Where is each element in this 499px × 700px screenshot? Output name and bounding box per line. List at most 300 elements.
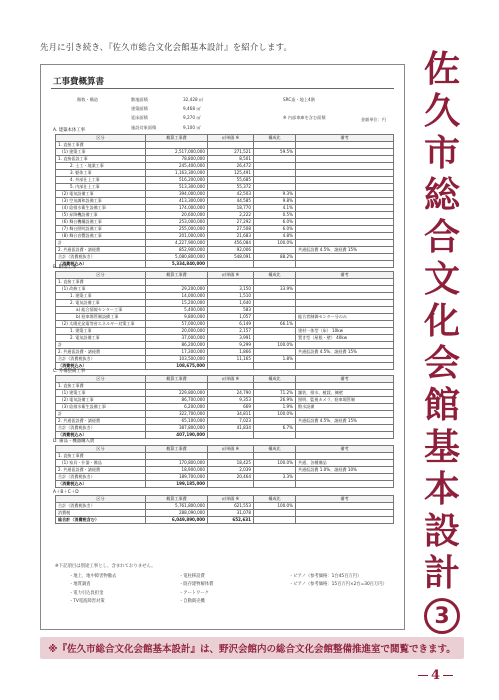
section-title: A＋B＋C＋D [53, 489, 79, 495]
side-title [420, 48, 464, 634]
table-cell: 6.0% [254, 218, 296, 225]
table-cell: 9,353 [208, 396, 254, 403]
table-cell [208, 382, 254, 389]
table-cell: 総合者制御センター分のみ [296, 313, 394, 320]
table-cell [296, 148, 394, 155]
table-row [56, 320, 394, 327]
table-cell [146, 278, 208, 285]
section-title: A. 建築本体工事 [53, 128, 86, 133]
column-header: ㎡単価 ※ [208, 496, 254, 503]
table-row [56, 306, 394, 313]
table-cell [296, 204, 394, 211]
table-cell: 2. 電気設備工事 [56, 334, 146, 341]
column-header: 構成比 [254, 134, 296, 141]
table-row [56, 204, 394, 211]
table-cell: 548,091 [208, 253, 254, 260]
table-cell [254, 334, 296, 341]
table-cell: 建材一体型（床） 10kw [296, 327, 394, 334]
table-cell [254, 382, 296, 389]
table-row [56, 197, 394, 204]
table-cell [296, 452, 394, 459]
table-row [56, 169, 394, 176]
table-cell: 33.9% [254, 285, 296, 292]
table-cell: 6,149 [208, 320, 254, 327]
table-cell: 34,811 [208, 410, 254, 417]
excluded-item: ・地質調査 [69, 582, 91, 588]
table-cell: 189,700,000 [146, 473, 208, 480]
table-cell [296, 503, 394, 510]
table-cell [296, 320, 394, 327]
table-cell: 18,900,000 [146, 466, 208, 473]
table-cell: (6) 舞台機構設備工事 [56, 218, 146, 225]
table-cell: 合計（消費税抜き） [56, 355, 146, 362]
table-cell: 513,300,000 [146, 183, 208, 190]
table-cell: 2,157 [208, 327, 254, 334]
table-row [56, 225, 394, 232]
table-row [56, 417, 394, 424]
table-cell [296, 260, 394, 267]
table-cell: 0.5% [254, 211, 296, 218]
table-cell: 88.2% [254, 253, 296, 260]
table-row [56, 148, 394, 155]
table-row [56, 403, 394, 410]
table-cell: 18,425 [208, 459, 254, 466]
table-cell [254, 278, 296, 285]
table-cell [254, 517, 296, 524]
table-row [56, 410, 394, 417]
table-cell: (2) 電気設備工事 [56, 190, 146, 197]
summary-key: 階数・構造 [77, 97, 98, 102]
table-cell: a) 総合情報センター工事 [56, 306, 146, 313]
table-cell: 計 [56, 410, 146, 417]
table-cell: 4,227,900,000 [146, 239, 208, 246]
table-cell: 20,464 [208, 473, 254, 480]
column-header: ㎡単価 ※ [208, 134, 254, 141]
table-cell: 3. 躯体工事 [56, 169, 146, 176]
table-cell: 6.0% [254, 225, 296, 232]
column-header: 区分 [56, 375, 146, 382]
table-cell [254, 141, 296, 148]
table-cell: 125,491 [208, 169, 254, 176]
summary-row [77, 123, 326, 132]
table-cell [208, 480, 254, 487]
table-cell: 3.3% [254, 473, 296, 480]
table-cell: 170,800,000 [146, 459, 208, 466]
summary-key [77, 123, 131, 132]
table-cell: 394,000,000 [146, 190, 208, 197]
summary-row [77, 113, 326, 122]
table-row [56, 517, 394, 524]
table-row [56, 348, 394, 355]
table-cell: 5,761,800,000 [146, 503, 208, 510]
table-row [56, 503, 394, 510]
column-header: 備考 [296, 134, 394, 141]
cost-table [55, 495, 394, 524]
table-cell: 17,300,000 [146, 348, 208, 355]
table-cell: (1) 改修工事 [56, 285, 146, 292]
table-cell: 201,000,000 [146, 232, 208, 239]
table-cell: 2. 共通仮設費・諸経費 [56, 466, 146, 473]
table-cell: 計 [56, 341, 146, 348]
table-cell [296, 285, 394, 292]
table-cell [254, 417, 296, 424]
table-cell: 1. 直接工事費 [56, 452, 146, 459]
table-cell [146, 452, 208, 459]
table-row [56, 176, 394, 183]
table-cell: 407,190,000 [146, 431, 208, 438]
table-header-row [56, 271, 394, 278]
table-row [56, 218, 394, 225]
table-cell: 4. 外部仕上工事 [56, 176, 146, 183]
table-cell [254, 452, 296, 459]
table-cell: 2,517,000,000 [146, 148, 208, 155]
table-row [56, 459, 394, 466]
section-title: C. 外構整備工事 [53, 369, 86, 375]
side-title-char: 会 [423, 342, 460, 384]
table-cell: 21,683 [208, 232, 254, 239]
table-cell: 29,200,000 [146, 285, 208, 292]
table-cell: 合計（消費税抜き） [56, 503, 146, 510]
table-cell: 26,472 [208, 162, 254, 169]
table-cell: 322,700,000 [146, 410, 208, 417]
table-cell [146, 141, 208, 148]
column-header: ㎡単価 ※ [208, 445, 254, 452]
table-cell: （消費税込み） [56, 480, 146, 487]
table-cell [254, 183, 296, 190]
table-cell [254, 327, 296, 334]
title-divider [51, 88, 394, 89]
side-title-char: 市 [423, 132, 460, 174]
table-cell: 9,800,000 [146, 313, 208, 320]
summary-key [77, 113, 131, 122]
side-title-char: 総 [423, 174, 460, 216]
table-cell: b) 駐車場管制設備工事 [56, 313, 146, 320]
table-cell [296, 355, 394, 362]
side-title-char: 化 [423, 300, 460, 342]
table-cell: (2) 太陽光発電等省エネルギー対策工事 [56, 320, 146, 327]
table-cell [296, 253, 394, 260]
dash-right [443, 675, 453, 677]
table-cell: 100.0% [254, 341, 296, 348]
cost-table [55, 375, 394, 439]
table-cell: 2,222 [208, 211, 254, 218]
table-cell: 合計（消費税抜き） [56, 253, 146, 260]
side-title-char: 計 [423, 552, 460, 594]
table-cell: 5,334,840,000 [146, 260, 208, 267]
table-cell [296, 169, 394, 176]
table-cell [296, 410, 394, 417]
table-cell [254, 299, 296, 306]
table-cell: (1) 建築工事 [56, 389, 146, 396]
table-header-row [56, 134, 394, 141]
side-title-char: 佐 [423, 48, 460, 90]
table-cell: 255,000,000 [146, 225, 208, 232]
column-header: 概算工事費 [146, 445, 208, 452]
table-cell: (2) 電気設備工事 [56, 396, 146, 403]
table-cell: 7,023 [208, 417, 254, 424]
box-title: 工事費概算書 [53, 77, 105, 87]
table-row [56, 190, 394, 197]
cost-table [55, 271, 394, 370]
table-cell: 57,000,000 [146, 320, 208, 327]
column-header: 構成比 [254, 375, 296, 382]
table-cell: 2,039 [208, 466, 254, 473]
table-cell: 669 [208, 403, 254, 410]
table-cell: 9.3% [254, 190, 296, 197]
table-row [56, 452, 394, 459]
table-cell [208, 452, 254, 459]
table-cell: 78,800,000 [146, 155, 208, 162]
table-cell: 199,185,000 [146, 480, 208, 487]
column-header: 概算工事費 [146, 375, 208, 382]
table-cell [254, 431, 296, 438]
summary-label: 延床面積 [131, 115, 148, 121]
dash-left [418, 675, 428, 677]
table-row [56, 480, 394, 487]
table-cell: 6,200,000 [146, 403, 208, 410]
table-cell: (4) 給排水衛生設備工事 [56, 204, 146, 211]
table-row [56, 313, 394, 320]
table-row [56, 431, 394, 438]
table-cell: (1) 家具・什器・備品 [56, 459, 146, 466]
table-cell: （消費税込み） [56, 362, 146, 369]
table-cell [296, 299, 394, 306]
table-cell: 4.1% [254, 204, 296, 211]
table-cell: 27,292 [208, 218, 254, 225]
table-cell: 1. 建築工事 [56, 292, 146, 299]
table-cell: 41,834 [208, 424, 254, 431]
column-header: ㎡単価 ※ [208, 271, 254, 278]
table-cell: 9,299 [208, 341, 254, 348]
excluded-item: ・アートワーク [179, 590, 209, 596]
table-cell: 11,165 [208, 355, 254, 362]
table-cell: 共通仮設費 4.5%、諸経費 15% [296, 348, 394, 355]
excluded-item: ・ピアノ（参考価格：1台45百万円） [289, 574, 362, 579]
excluded-item: ・電柱移設費 [179, 574, 205, 579]
table-cell: 20,600,000 [146, 211, 208, 218]
table-cell [296, 292, 394, 299]
table-row [56, 253, 394, 260]
side-title-char: 館 [423, 384, 460, 426]
table-cell: 1,163,300,000 [146, 169, 208, 176]
table-cell: 合計（消費税抜き） [56, 473, 146, 480]
cost-table [55, 445, 394, 488]
table-row [56, 292, 394, 299]
side-title-char: 文 [423, 258, 460, 300]
table-cell: (5) 昇降機設備工事 [56, 211, 146, 218]
excluded-item: ・ピアノ（参考価格：15百万円×2台=30百万円） [289, 582, 387, 588]
table-cell: 387,800,000 [146, 424, 208, 431]
column-header: 区分 [56, 496, 146, 503]
table-cell: 26.9% [254, 396, 296, 403]
table-cell: 1. 建築工事 [56, 327, 146, 334]
table-cell [254, 362, 296, 369]
table-cell [296, 183, 394, 190]
table-cell [254, 466, 296, 473]
table-cell: 2. 共通仮設費・諸経費 [56, 417, 146, 424]
summary-value: 32,428 ㎡ [183, 97, 204, 102]
table-cell: 86,700,000 [146, 396, 208, 403]
table-header-row [56, 375, 394, 382]
table-cell [296, 424, 394, 431]
table-cell: 456,084 [208, 239, 254, 246]
table-cell [296, 211, 394, 218]
table-cell [296, 141, 394, 148]
side-title-char: 久 [423, 90, 460, 132]
table-cell: 9.8% [254, 197, 296, 204]
table-row [56, 466, 394, 473]
table-cell: 100.0% [254, 410, 296, 417]
summary-label: 敷地面積 [131, 97, 148, 102]
table-cell: 消費税 [56, 510, 146, 517]
table-row [56, 239, 394, 246]
table-cell: 71.2% [254, 389, 296, 396]
table-cell: 置き型（屋根・壁） 40kw [296, 334, 394, 341]
table-cell: 55,372 [208, 183, 254, 190]
table-cell: 20,000,000 [146, 327, 208, 334]
table-cell: 4.8% [254, 232, 296, 239]
table-cell [296, 341, 394, 348]
table-cell [296, 225, 394, 232]
table-header-row [56, 445, 394, 452]
table-row [56, 396, 394, 403]
table-cell: 37,000,000 [146, 334, 208, 341]
excluded-item [289, 598, 389, 606]
column-header: 構成比 [254, 496, 296, 503]
table-cell: (7) 舞台照明設備工事 [56, 225, 146, 232]
table-row [56, 362, 394, 369]
excluded-item: ・地上、地中障害物撤去 [69, 574, 117, 579]
table-row [56, 211, 394, 218]
table-cell [208, 141, 254, 148]
table-cell: (8) 舞台音響設備工事 [56, 232, 146, 239]
table-cell: 100.0% [254, 503, 296, 510]
table-row [56, 183, 394, 190]
reading-room-banner: ※『佐久市総合文化会館基本設計』は、野沢会館内の総合文化会館整備推進室で閲覧できます。 [40, 637, 464, 659]
table-row [56, 141, 394, 148]
table-cell: 42,503 [208, 190, 254, 197]
side-title-char: 本 [423, 468, 460, 510]
table-cell [296, 382, 394, 389]
table-cell [254, 510, 296, 517]
table-row [56, 327, 394, 334]
table-row [56, 341, 394, 348]
table-cell [254, 169, 296, 176]
table-cell: 共通仮設費 4.5%、諸経費 15% [296, 246, 394, 253]
table-cell: (3) 給排水衛生設備工事 [56, 403, 146, 410]
column-header: 概算工事費 [146, 496, 208, 503]
table-cell [296, 155, 394, 162]
table-row [56, 299, 394, 306]
table-row [56, 510, 394, 517]
table-cell [254, 313, 296, 320]
table-cell [254, 162, 296, 169]
table-cell: 100.0% [254, 239, 296, 246]
table-cell: 24,790 [208, 389, 254, 396]
summary-note: ※ 内部車庫を含む面積 [283, 115, 326, 121]
side-title-char: 設 [423, 510, 460, 552]
table-row [56, 232, 394, 239]
table-cell: 253,000,000 [146, 218, 208, 225]
table-cell: 1.9% [254, 403, 296, 410]
table-cell: 621,553 [208, 503, 254, 510]
table-cell [296, 306, 394, 313]
table-cell: 5. 内部仕上工事 [56, 183, 146, 190]
column-header: 備考 [296, 445, 394, 452]
table-cell: 2. 共通仮設費・諸経費 [56, 246, 146, 253]
table-cell: (1) 建築工事 [56, 148, 146, 155]
intro-text: 先月に引き続き、『佐久市総合文化会館基本設計』を紹介します。 [40, 42, 293, 52]
table-row [56, 389, 394, 396]
table-cell [254, 155, 296, 162]
table-cell: （消費税込み） [56, 260, 146, 267]
table-cell: 1. 直接仮設工事 [56, 155, 146, 162]
table-cell [296, 239, 394, 246]
summary-value: 9,100 ㎡ [183, 124, 201, 130]
table-cell: 1. 直接工事費 [56, 382, 146, 389]
table-cell: 6.7% [254, 424, 296, 431]
table-cell: 27,508 [208, 225, 254, 232]
column-header: ㎡単価 ※ [208, 375, 254, 382]
table-cell: 174,000,000 [146, 204, 208, 211]
table-cell [296, 431, 394, 438]
table-cell: 103,500,000 [146, 355, 208, 362]
column-header: 区分 [56, 271, 146, 278]
table-cell: 108,675,000 [146, 362, 208, 369]
table-cell: 共通仮設費 1.0%、諸経費 10% [296, 466, 394, 473]
table-cell [296, 197, 394, 204]
table-cell: 1.8% [254, 355, 296, 362]
table-row [56, 473, 394, 480]
table-cell [254, 348, 296, 355]
table-row [56, 260, 394, 267]
excluded-item: ・TV電波障害対策 [69, 599, 105, 605]
table-row [56, 246, 394, 253]
table-cell: 288,090,000 [146, 510, 208, 517]
table-cell: 2. 共通仮設費・諸経費 [56, 348, 146, 355]
table-cell: 8,501 [208, 155, 254, 162]
table-cell: 5,080,800,000 [146, 253, 208, 260]
column-header: 概算工事費 [146, 134, 208, 141]
table-cell: 18,770 [208, 204, 254, 211]
table-cell [296, 190, 394, 197]
table-cell: 100.0% [254, 459, 296, 466]
column-header: 区分 [56, 134, 146, 141]
table-cell: 1. 直接工事費 [56, 141, 146, 148]
table-cell: 271,521 [208, 148, 254, 155]
table-cell: 229,800,000 [146, 389, 208, 396]
table-cell: 6,049,890,000 [146, 517, 208, 524]
table-cell [296, 162, 394, 169]
table-cell [296, 218, 394, 225]
summary-row [77, 104, 326, 113]
summary-row [77, 95, 326, 104]
table-row [56, 162, 394, 169]
excluded-item: ・既存建物解体費 [179, 582, 214, 588]
table-row [56, 334, 394, 341]
summary-label: 施設対象面積 [131, 124, 157, 130]
table-cell [296, 517, 394, 524]
side-title-char: 合 [423, 216, 460, 258]
summary-label: 建築面積 [131, 106, 148, 112]
column-header: 備考 [296, 271, 394, 278]
table-cell: 44,585 [208, 197, 254, 204]
table-cell [296, 278, 394, 285]
table-cell: 5,400,000 [146, 306, 208, 313]
page-number [415, 668, 456, 683]
table-cell: 1,640 [208, 299, 254, 306]
table-cell [254, 306, 296, 313]
